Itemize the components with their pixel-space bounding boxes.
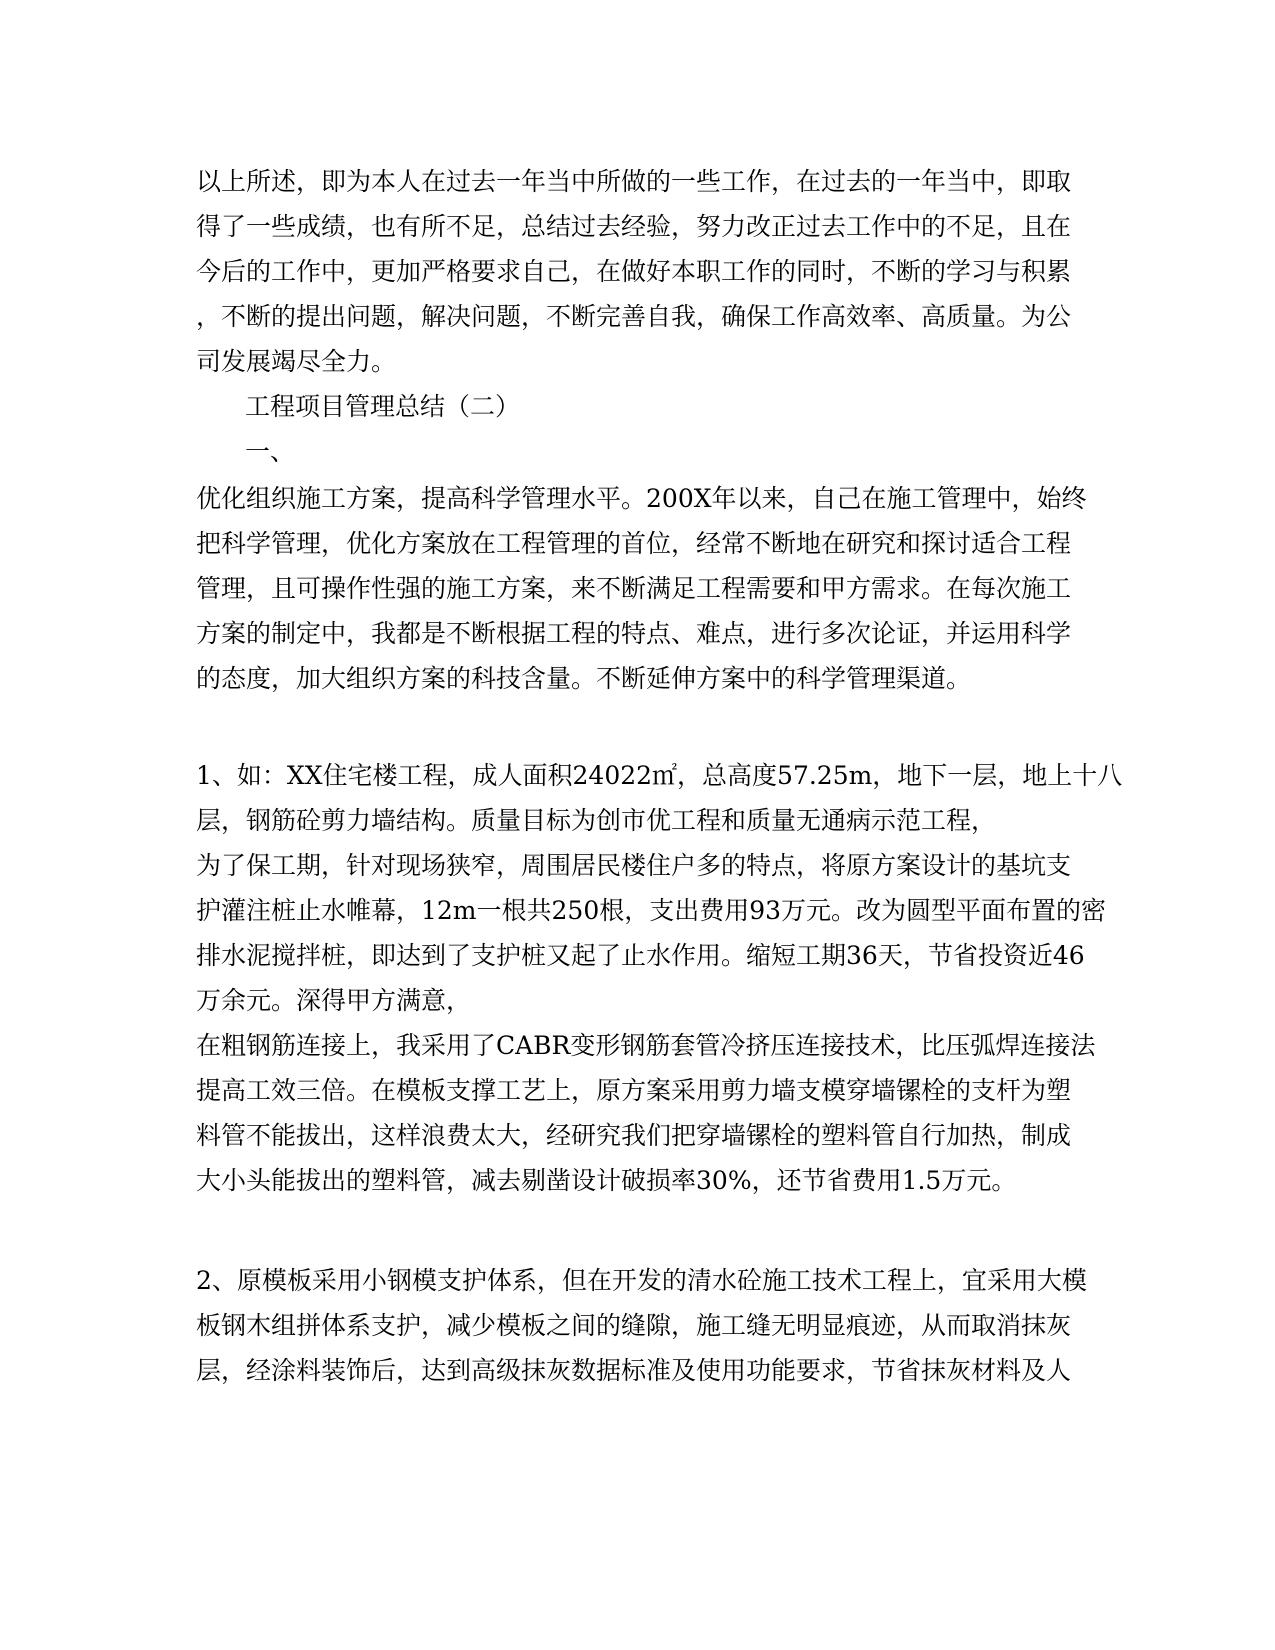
paragraph-line: 1、如：XX住宅楼工程，成人面积24022㎡，总高度57.25m，地下一层，地上十八: [196, 761, 1123, 790]
paragraph-line: 在粗钢筋连接上，我采用了CABR变形钢筋套管冷挤压连接技术，比压弧焊连接法: [196, 1031, 1096, 1060]
paragraph-line: 板钢木组拼体系支护，减少模板之间的缝隙，施工缝无明显痕迹，从而取消抹灰: [196, 1311, 1072, 1340]
paragraph-line: 优化组织施工方案，提高科学管理水平。200X年以来，自己在施工管理中，始终: [196, 484, 1087, 513]
paragraph-line: 排水泥搅拌桩，即达到了支护桩又起了止水作用。缩短工期36天，节省投资近46: [196, 941, 1085, 970]
paragraph-line: 为了保工期，针对现场狭窄，周围居民楼住户多的特点，将原方案设计的基坑支: [196, 851, 1072, 880]
paragraph-line: 今后的工作中，更加严格要求自己，在做好本职工作的同时，不断的学习与积累: [196, 257, 1072, 286]
paragraph-line: 方案的制定中，我都是不断根据工程的特点、难点，进行多次论证，并运用科学: [196, 619, 1072, 648]
paragraph-line: 得了一些成绩，也有所不足，总结过去经验，努力改正过去工作中的不足，且在: [196, 212, 1072, 241]
paragraph-line: 把科学管理，优化方案放在工程管理的首位，经常不断地在研究和探讨适合工程: [196, 529, 1072, 558]
section-number: 一、: [245, 437, 296, 466]
paragraph-line: ，不断的提出问题，解决问题，不断完善自我，确保工作高效率、高质量。为公: [196, 302, 1072, 331]
paragraph-line: 司发展竭尽全力。: [196, 347, 397, 376]
paragraph-line: 大小头能拔出的塑料管，减去剔凿设计破损率30%，还节省费用1.5万元。: [196, 1166, 1017, 1195]
paragraph-line: 的态度，加大组织方案的科技含量。不断延伸方案中的科学管理渠道。: [196, 664, 972, 693]
paragraph-line: 护灌注桩止水帷幕，12m一根共250根，支出费用93万元。改为圆型平面布置的密: [196, 896, 1107, 925]
paragraph-line: 料管不能拔出，这样浪费太大，经研究我们把穿墙镙栓的塑料管自行加热，制成: [196, 1121, 1072, 1150]
paragraph-line: 层，钢筋砼剪力墙结构。质量目标为创市优工程和质量无通病示范工程，: [196, 806, 997, 835]
paragraph-line: 层，经涂料装饰后，达到高级抹灰数据标准及使用功能要求，节省抹灰材料及人: [196, 1356, 1072, 1385]
paragraph-line: 以上所述，即为本人在过去一年当中所做的一些工作，在过去的一年当中，即取: [196, 167, 1072, 196]
paragraph-line: 2、原模板采用小钢模支护体系，但在开发的清水砼施工技术工程上，宜采用大模: [196, 1266, 1087, 1295]
paragraph-line: 提高工效三倍。在模板支撑工艺上，原方案采用剪力墙支模穿墙镙栓的支杆为塑: [196, 1076, 1072, 1105]
paragraph-line: 管理，且可操作性强的施工方案，来不断满足工程需要和甲方需求。在每次施工: [196, 574, 1072, 603]
paragraph-line: 万余元。深得甲方满意，: [196, 986, 472, 1015]
section-title: 工程项目管理总结（二）: [245, 392, 521, 421]
